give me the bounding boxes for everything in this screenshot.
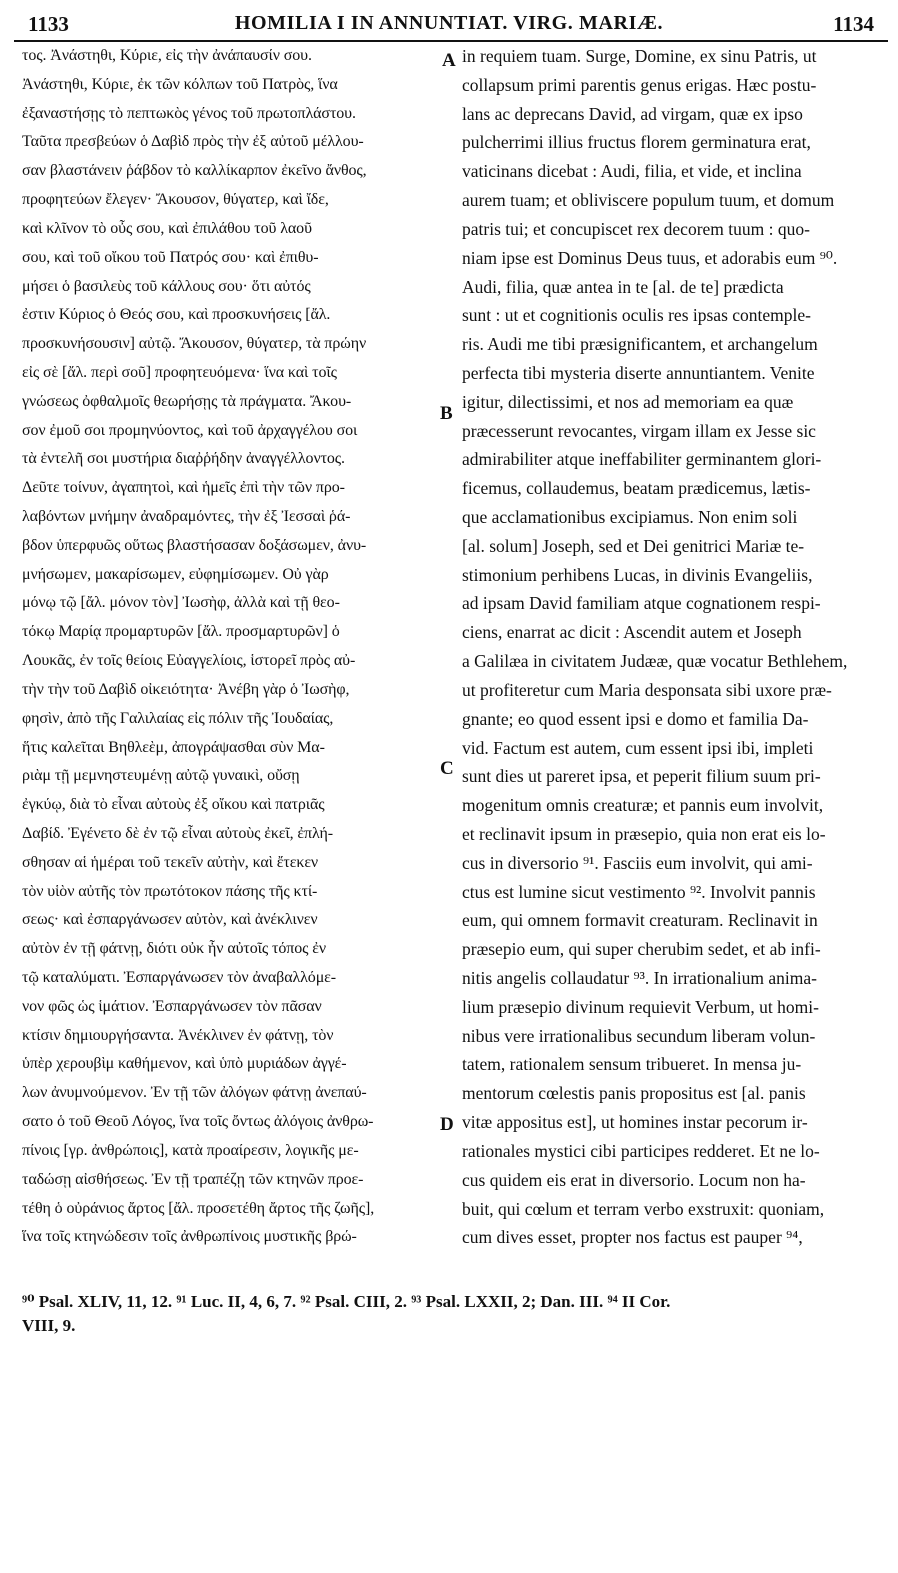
latin-text-line: cum dives esset, propter nos factus est pauper ⁹⁴, xyxy=(462,1227,803,1248)
latin-text-line: tatem, rationalem sensum tribueret. In mensa ju- xyxy=(462,1054,802,1075)
greek-text-line: τος. Ἀνάστηθι, Κύριε, εἰς τὴν ἀνάπαυσίν σου. xyxy=(22,47,312,64)
latin-text-line: ut profiteretur cum Maria desponsata sibi uxore præ- xyxy=(462,679,832,700)
greek-text-line: ταδώσῃ αἰσθήσεως. Ἐν τῇ τραπέζῃ τῶν κτηνῶν προε- xyxy=(22,1170,364,1188)
latin-text-line: sunt : ut et cognitionis oculis res ipsas contemple- xyxy=(462,305,811,326)
greek-text-line: ριὰμ τῇ μεμνηστευμένῃ αὐτῷ γυναικὶ, οὔσῃ xyxy=(22,767,300,785)
greek-text-line: σατο ὁ τοῦ Θεοῦ Λόγος, ἵνα τοῖς ὄντως ἀλόγοις ἀνθρω- xyxy=(22,1113,374,1131)
greek-text-line: τὴν τὴν τοῦ Δαβὶδ οἰκειότητα· Ἀνέβη γὰρ ὁ Ἰωσὴφ, xyxy=(22,680,350,698)
latin-text-line: cus quidem eis erat in diversorio. Locum non ha- xyxy=(462,1169,806,1190)
latin-text-line: ad ipsam David familiam atque cognationem respi- xyxy=(462,593,821,614)
greek-text-line: βδον ὑπερφυῶς οὕτως βλαστήσασαν δοξάσωμεν, ἀνυ- xyxy=(22,536,367,554)
greek-text-line: μόνῳ τῷ [ἄλ. μόνον τὸν] Ἰωσὴφ, ἀλλὰ καὶ τῇ θεο- xyxy=(22,594,340,612)
greek-text-line: λαβόντων μνήμην ἀναδραμόντες, τὴν ἐξ Ἰεσσαὶ ῥά- xyxy=(22,508,351,525)
latin-text-line: aurem tuam; et obliviscere populum tuum, et domum xyxy=(462,190,835,211)
latin-text-line: Audi, filia, quæ antea in te [al. de te] prædicta xyxy=(462,276,784,297)
latin-text-line: mogenitum omnis creaturæ; et pannis eum involvit, xyxy=(462,795,824,816)
greek-text-line: ἵνα τοῖς κτηνώδεσιν τοῖς ἀνθρωπίνοις μυστικῆς βρώ- xyxy=(22,1228,357,1246)
latin-text-line: stimonium perhibens Lucas, in divinis Evangeliis, xyxy=(462,564,813,585)
greek-text-line: τέθη ὁ οὐράνιος ἄρτος [ἄλ. προσετέθη ἄρτος τῆς ζωῆς], xyxy=(22,1199,375,1217)
greek-text-line: γνώσεως ὀφθαλμοῖς θεωρήσῃς τὰ πράγματα. Ἄκου- xyxy=(22,392,352,410)
greek-text-line: τὸν υἱὸν αὐτῆς τὸν πρωτότοκον πάσης τῆς κτί- xyxy=(22,882,318,900)
greek-text-line: Ταῦτα πρεσβεύων ὁ Δαβὶδ πρὸς τὴν ἐξ αὐτοῦ μέλλου- xyxy=(22,133,364,151)
footnotes xyxy=(22,1290,884,1338)
greek-text-line: προφητεύων ἔλεγεν· Ἄκουσον, θύγατερ, καὶ ἴδε, xyxy=(22,191,329,209)
latin-text-line: a Galilæa in civitatem Judææ, quæ vocatur Bethlehem, xyxy=(462,651,848,672)
greek-text-line: προσκυνήσουσιν] αὐτῷ. Ἄκουσον, θύγατερ, τὰ πρώην xyxy=(22,335,367,353)
latin-text-line: mentorum cœlestis panis propositus est [al. panis xyxy=(462,1083,806,1104)
latin-text-line: [al. solum] Joseph, sed et Dei genitrici Mariæ te- xyxy=(462,535,805,556)
latin-text-line: nitis angelis collaudatur ⁹³. In irrationalium anima- xyxy=(462,968,817,988)
page-header xyxy=(14,6,884,40)
greek-text-line: σεως· καὶ ἐσπαργάνωσεν αὐτὸν, καὶ ἀνέκλινεν xyxy=(22,911,318,929)
greek-text-line: λων ἀνυμνούμενον. Ἐν τῇ τῶν ἀλόγων φάτνῃ ἀνεπαύ- xyxy=(22,1084,367,1102)
latin-column xyxy=(462,42,882,1252)
greek-text-line: ἥτις καλεῖται Βηθλεὲμ, ἀπογράψασθαι σὺν Μα- xyxy=(22,738,325,756)
latin-text-line: præsepio eum, qui super cherubim sedet, et ab infi- xyxy=(462,939,821,960)
greek-text-line: αὐτὸν ἐν τῇ φάτνῃ, διότι οὐκ ἦν αὐτοῖς τόπος ἐν xyxy=(22,940,327,958)
greek-text-line: Δεῦτε τοίνυν, ἀγαπητοὶ, καὶ ἡμεῖς ἐπὶ τὴν τῶν προ- xyxy=(22,479,345,497)
latin-text-line: in requiem tuam. Surge, Domine, ex sinu Patris, ut xyxy=(462,46,817,66)
greek-text-line: πίνοις [γρ. ἀνθρώποις], κατὰ προαίρεσιν, λογικῆς με- xyxy=(22,1141,359,1159)
greek-text-line: μνήσωμεν, μακαρίσωμεν, εὐφημίσωμεν. Οὐ γὰρ xyxy=(22,565,329,583)
latin-text-line: admirabiliter atque ineffabiliter germinantem glori- xyxy=(462,449,822,470)
latin-text-line: lans ac deprecans David, ad virgam, quæ ex ipso xyxy=(462,103,803,124)
greek-text-line: τὰ ἐντελῆ σοι μυστήρια διαῤῥήδην ἀναγγέλλοντος. xyxy=(22,450,345,468)
latin-text-line: præcesserunt revocantes, virgam illam ex Jesse sic xyxy=(462,420,816,441)
latin-text-line: eum, qui omnem formavit creaturam. Reclinavit in xyxy=(462,910,818,931)
greek-text-line: μήσει ὁ βασιλεὺς τοῦ κάλλους σου· ὅτι αὐτός xyxy=(22,277,311,295)
footnote-line: ⁹⁰ Psal. XLIV, 11, 12. ⁹¹ Luc. II, 4, 6, 7. ⁹² Psal. CIII, 2. ⁹³ Psal. LXXII, 2; Dan. III. ⁹⁴ II Cor. xyxy=(22,1292,671,1311)
latin-text-line: rationales mystici cibi participes redderet. Et ne lo- xyxy=(462,1140,820,1161)
greek-text-line: Ἀνάστηθι, Κύριε, ἐκ τῶν κόλπων τοῦ Πατρὸς, ἵνα xyxy=(22,75,338,93)
latin-text-line: perfecta tibi mysteria diserte annuntiantem. Venite xyxy=(462,362,815,383)
latin-text-line: sunt dies ut pareret ipsa, et peperit filium suum pri- xyxy=(462,766,821,787)
latin-text-line: ris. Audi me tibi præsignificantem, et archangelum xyxy=(462,334,818,355)
running-title: HOMILIA I IN ANNUNTIAT. VIRG. MARIÆ. xyxy=(234,12,664,34)
latin-text-line: patris tui; et concupiscet rex decorem tuum : quo- xyxy=(462,218,810,239)
greek-text-line: φησὶν, ἀπὸ τῆς Γαλιλαίας εἰς πόλιν τῆς Ἰουδαίας, xyxy=(22,709,334,727)
latin-text-line: vaticinans dicebat : Audi, filia, et vide, et inclina xyxy=(462,161,802,182)
greek-text-line: καὶ κλῖνον τὸ οὖς σου, καὶ ἐπιλάθου τοῦ λαοῦ xyxy=(22,219,312,237)
latin-text-line: nibus vere irrationalibus secundum liberam volun- xyxy=(462,1025,816,1046)
greek-column xyxy=(22,42,438,1252)
latin-text-line: cus in diversorio ⁹¹. Fasciis eum involvit, qui ami- xyxy=(462,852,813,873)
greek-text-line: νον φῶς ὡς ἱμάτιον. Ἐσπαργάνωσεν τὸν πᾶσαν xyxy=(22,997,322,1015)
page-number-left: 1133 xyxy=(28,12,69,36)
greek-text-line: τόκῳ Μαρίᾳ προμαρτυρῶν [ἄλ. προσμαρτυρῶν] ὁ xyxy=(22,623,340,641)
greek-text-line: ὑπὲρ χερουβὶμ καθήμενον, καὶ ὑπὸ μυριάδων ἀγγέ- xyxy=(22,1055,347,1073)
greek-text-line: Δαβίδ. Ἐγένετο δὲ ἐν τῷ εἶναι αὐτοὺς ἐκεῖ, ἐπλή- xyxy=(22,824,334,842)
greek-text-line: κτίσιν δημιουργήσαντα. Ἀνέκλινεν ἐν φάτνῃ, τὸν xyxy=(22,1026,334,1044)
greek-text-line: ἐξαναστήσῃς τὸ πεπτωκὸς γένος τοῦ πρωτοπλάστου. xyxy=(22,104,356,122)
margin-letter-a: A xyxy=(442,50,456,71)
margin-letter-d: D xyxy=(440,1114,454,1135)
greek-text-line: σον ἐμοῦ σοι προμηνύοντος, καὶ τοῦ ἀρχαγγέλου σοι xyxy=(22,421,358,439)
latin-text-line: lium præsepio divinum requievit Verbum, ut homi- xyxy=(462,996,819,1017)
latin-text-line: collapsum primi parentis genus erigas. Hæc postu- xyxy=(462,74,817,95)
greek-text-line: σου, καὶ τοῦ οἴκου τοῦ Πατρός σου· καὶ ἐπιθυ- xyxy=(22,248,319,266)
footnote-line: VIII, 9. xyxy=(22,1316,76,1335)
greek-text-line: τῷ καταλύματι. Ἐσπαργάνωσεν τὸν ἀναβαλλόμε- xyxy=(22,969,337,986)
margin-letter-b: B xyxy=(440,403,453,424)
latin-text-line: vid. Factum est autem, cum essent ipsi ibi, impleti xyxy=(462,737,814,758)
greek-text-line: σαν βλαστάνειν ῥάβδον τὸ καλλίκαρπον ἐκεῖνο ἄνθος, xyxy=(22,162,367,180)
latin-text-line: que acclamationibus excipiamus. Non enim soli xyxy=(462,507,798,527)
latin-text-line: igitur, dilectissimi, et nos ad memoriam ea quæ xyxy=(462,391,794,412)
latin-text-line: ctus est lumine sicut vestimento ⁹². Involvit pannis xyxy=(462,881,816,902)
page-number-right: 1134 xyxy=(833,12,874,36)
greek-text-line: ἐγκύῳ, διὰ τὸ εἶναι αὐτοὺς ἐξ οἴκου καὶ πατριᾶς xyxy=(22,796,325,814)
latin-text-line: ficemus, collaudemus, beatam prædicemus, lætis- xyxy=(462,478,811,499)
greek-text-line: εἰς σὲ [ἄλ. περὶ σοῦ] προφητευόμενα· ἵνα καὶ τοῖς xyxy=(22,363,337,381)
latin-text-line: pulcherrimi illius fructus florem germinatura erat, xyxy=(462,132,811,153)
latin-text-line: vitæ appositus est], ut homines instar pecorum ir- xyxy=(462,1112,808,1133)
margin-letter-c: C xyxy=(440,758,454,779)
greek-text-line: σθησαν αἱ ἡμέραι τοῦ τεκεῖν αὐτὴν, καὶ ἔτεκεν xyxy=(22,853,319,871)
latin-text-line: et reclinavit ipsum in præsepio, quia non erat eis lo- xyxy=(462,823,826,844)
greek-text-line: Λουκᾶς, ἐν τοῖς θείοις Εὐαγγελίοις, ἱστορεῖ πρὸς αὐ- xyxy=(22,652,356,670)
latin-text-line: niam ipse est Dominus Deus tuus, et adorabis eum ⁹⁰. xyxy=(462,247,838,268)
latin-text-line: ciens, enarrat ac dicit : Ascendit autem et Joseph xyxy=(462,622,802,643)
latin-text-line: gnante; eo quod essent ipsi e domo et familia Da- xyxy=(462,708,809,729)
latin-text-line: buit, qui cœlum et terram verbo exstruxit: quoniam, xyxy=(462,1198,825,1219)
greek-text-line: ἐστιν Κύριος ὁ Θεός σου, καὶ προσκυνήσεις [ἄλ. xyxy=(22,306,331,324)
